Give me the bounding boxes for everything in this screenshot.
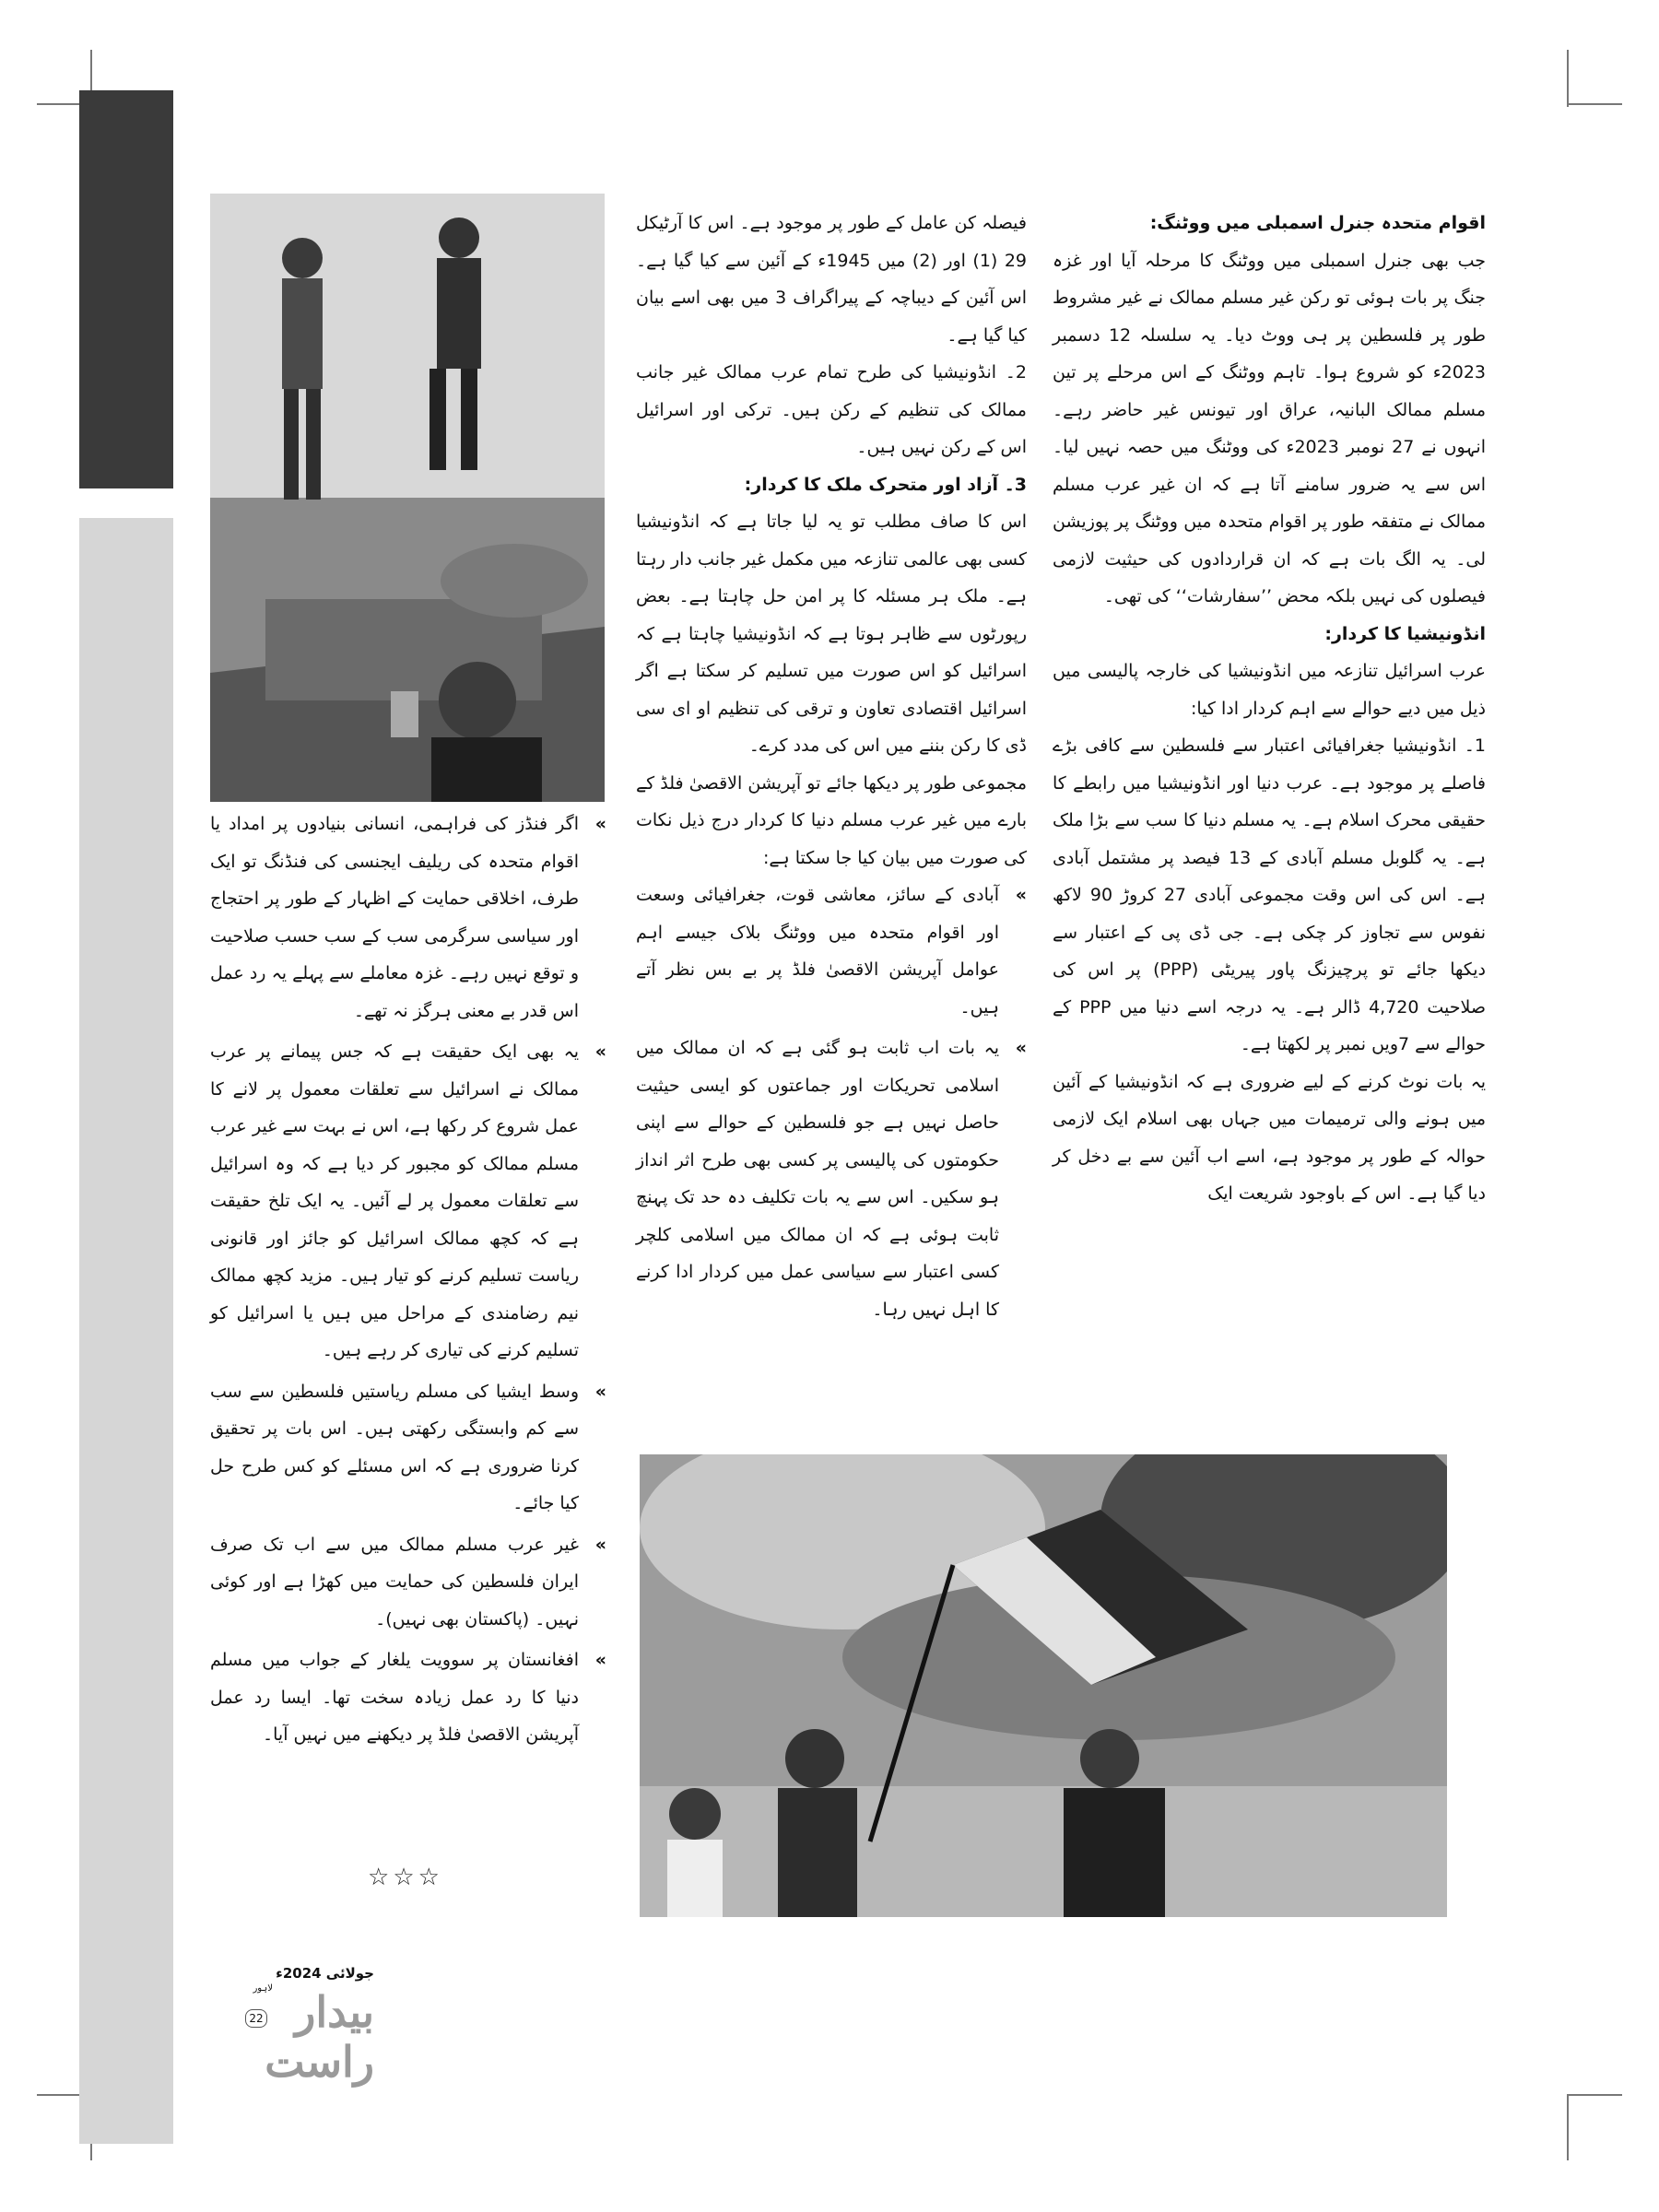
bullet-text: وسط ایشیا کی مسلم ریاستیں فلسطین سے سب سے کم وابستگی رکھتی ہیں۔ اس بات پر تحقیق کرنا ضروری ہے کہ اس مسئلے کو کس طرح حل کیا جائے۔ <box>210 1381 579 1513</box>
paragraph: یہ بات نوٹ کرنے کے لیے ضروری ہے کہ انڈونیشیا کے آئین میں ہونے والی ترمیمات میں جہاں بھی اسلام ایک لازمی حوالہ کے طور پر موجود ہے، اسے اب آئین سے بے دخل کر دیا گیا ہے۔ اس کے باوجود شریعت ایک <box>1053 1071 1486 1204</box>
bullet-item <box>210 806 606 1030</box>
paragraph: جب بھی جنرل اسمبلی میں ووٹنگ کا مرحلہ آیا اور غزہ جنگ پر بات ہوئی تو رکن غیر مسلم ممالک نے غیر مشروط طور پر فلسطین پر ہی ووٹ دیا۔ یہ سلسلہ 12 دسمبر 2023ء کو شروع ہوا۔ تاہم ووٹنگ کے اس مرحلے پر تین مسلم ممالک البانیہ، عراق اور تیونس غیر حاضر رہے۔ انہوں نے 27 نومبر 2023ء کی ووٹنگ میں حصہ نہیں لیا۔ اس سے یہ ضرور سامنے آتا ہے کہ ان غیر عرب مسلم ممالک نے متفقہ طور پر اقوام متحدہ میں ووٹنگ پر پوزیشن لی۔ یہ الگ بات ہے کہ ان قراردادوں کی حیثیت لازمی فیصلوں کی نہیں بلکہ محض ’’سفارشات‘‘ کی تھی۔ <box>1053 250 1487 606</box>
bullet-item <box>636 877 1027 1026</box>
section-heading-un-voting: اقوام متحدہ جنرل اسمبلی میں ووٹنگ: <box>1149 213 1486 233</box>
paragraph: عرب اسرائیل تنازعہ میں انڈونیشیا کی خارجہ پالیسی میں ذیل میں دیے حوالے سے اہم کردار ادا کیا: <box>1053 661 1486 719</box>
section-heading-indonesia: انڈونیشیا کا کردار: <box>1324 623 1486 644</box>
bullet-mark: » <box>1015 885 1027 905</box>
end-stars: ☆☆☆ <box>368 1864 443 1891</box>
bullet-text: یہ بات اب ثابت ہو گئی ہے کہ ان ممالک میں اسلامی تحریکات اور جماعتوں کو ایسی حیثیت حاصل نہیں ہے جو فلسطین کے حوالے سے اپنی حکومتوں کی پالیسی پر کسی بھی طرح اثر انداز ہو سکیں۔ اس سے یہ بات تکلیف دہ حد تک پہنچ ثابت ہوئی ہے کہ ان ممالک میں اسلامی کلچر کسی اعتبار سے سیاسی عمل میں کردار ادا کرنے کا اہل نہیں رہا۔ <box>636 1038 999 1320</box>
bullet-item <box>210 1526 606 1639</box>
bullet-item <box>210 1373 606 1523</box>
bullet-mark: » <box>594 1381 606 1402</box>
column-left <box>210 806 606 1856</box>
issue-place: لاہور <box>253 1983 273 1994</box>
page-number: 22 <box>245 2009 267 2028</box>
crop-mark <box>1567 50 1569 107</box>
magazine-logo: بیدار راست <box>265 1987 374 2087</box>
bullet-item <box>636 1030 1027 1328</box>
paragraph: 2۔ انڈونیشیا کی طرح تمام عرب ممالک غیر جانب ممالک کی تنظیم کے رکن ہیں۔ ترکی اور اسرائیل اس کے رکن نہیں ہیں۔ <box>636 362 1027 457</box>
flag-photo <box>640 1454 1447 1917</box>
paragraph: اس کا صاف مطلب تو یہ لیا جاتا ہے کہ انڈونیشیا کسی بھی عالمی تنازعہ میں مکمل غیر جانب دار رہتا ہے۔ ملک ہر مسئلہ کا پر امن حل چاہتا ہے۔ بعض رپورٹوں سے ظاہر ہوتا ہے کہ انڈونیشیا چاہتا ہے کہ اسرائیل کو اس صورت میں تسلیم کر سکتا ہے اگر اسرائیل اقتصادی تعاون و ترقی کی تنظیم او ای سی ڈی کا رکن بننے میں اس کی مدد کرے۔ <box>636 512 1027 756</box>
issue-date: جولائی 2024ء <box>276 1965 374 1982</box>
side-band-dark <box>79 90 173 488</box>
paragraph: 1۔ انڈونیشیا جغرافیائی اعتبار سے فلسطین سے کافی بڑے فاصلے پر موجود ہے۔ عرب دنیا اور انڈونیشیا میں رابطے کا حقیقی محرک اسلام ہے۔ یہ مسلم دنیا کا سب سے بڑا ملک ہے۔ یہ گلوبل مسلم آبادی کے 13 فیصد پر مشتمل آبادی ہے۔ اس کی اس وقت مجموعی آبادی 27 کروڑ 90 لاکھ نفوس سے تجاوز کر چکی ہے۔ جی ڈی پی کے اعتبار سے دیکھا جائے تو پرچیزنگ پاور پیریٹی (PPP) پر اس کی صلاحیت 4,720 ڈالر ہے۔ یہ درجہ اسے دنیا میں PPP کے حوالے سے 7ویں نمبر پر لکھتا ہے۔ <box>1053 735 1486 1054</box>
crop-mark <box>1567 103 1622 105</box>
paragraph: مجموعی طور پر دیکھا جائے تو آپریشن الاقصیٰ فلڈ کے بارے میں غیر عرب مسلم دنیا کا کردار درج ذیل نکات کی صورت میں بیان کیا جا سکتا ہے: <box>636 772 1027 868</box>
bullet-mark: » <box>594 1650 606 1670</box>
side-band-light <box>79 518 173 2144</box>
crop-mark <box>1567 2094 1622 2096</box>
crop-mark <box>1567 2094 1569 2160</box>
tank-photo <box>210 194 605 802</box>
bullet-mark: » <box>1015 1038 1027 1058</box>
bullet-item <box>210 1641 606 1754</box>
bullet-text: غیر عرب مسلم ممالک میں سے اب تک صرف ایران فلسطین کی حمایت میں کھڑا ہے اور کوئی نہیں۔ (پاکستان بھی نہیں)۔ <box>210 1534 579 1630</box>
bullet-text: یہ بھی ایک حقیقت ہے کہ جس پیمانے پر عرب ممالک نے اسرائیل سے تعلقات معمول پر لانے کا عمل شروع کر رکھا ہے، اس نے بہت سے غیر عرب مسلم ممالک کو مجبور کر دیا ہے کہ وہ اسرائیل سے تعلقات معمول پر لے آئیں۔ یہ ایک تلخ حقیقت ہے کہ کچھ ممالک اسرائیل کو جائز اور قانونی ریاست تسلیم کرنے کو تیار ہیں۔ مزید کچھ ممالک نیم رضامندی کے مراحل میں ہیں یا اسرائیل کو تسلیم کرنے کی تیاری کر رہے ہیں۔ <box>210 1041 579 1360</box>
section-heading-active-country: 3۔ آزاد اور متحرک ملک کا کردار: <box>744 474 1027 495</box>
bullet-mark: » <box>594 814 606 834</box>
bullet-text: افغانستان پر سوویت یلغار کے جواب میں مسلم دنیا کا رد عمل زیادہ سخت تھا۔ ایسا رد عمل آپریشن الاقصیٰ فلڈ پر دیکھنے میں نہیں آیا۔ <box>210 1650 579 1745</box>
masthead <box>190 1965 374 2087</box>
bullet-mark: » <box>594 1041 606 1062</box>
bullet-text: اگر فنڈز کی فراہمی، انسانی بنیادوں پر امداد یا اقوام متحدہ کی ریلیف ایجنسی کی فنڈنگ تو ایک طرف، اخلاقی حمایت کے اظہار کے طور پر احتجاج اور سیاسی سرگرمی سب کے سب حسب صلاحیت و توقع نہیں رہے۔ غزہ معاملے سے پہلے یہ رد عمل اس قدر بے معنی ہرگز نہ تھے۔ <box>210 814 579 1021</box>
column-middle <box>636 205 1027 1441</box>
column-right <box>1053 205 1486 1441</box>
bullet-mark: » <box>594 1534 606 1555</box>
bullet-text: آبادی کے سائز، معاشی قوت، جغرافیائی وسعت اور اقوام متحدہ میں ووٹنگ بلاک جیسے اہم عوامل آپریشن الاقصیٰ فلڈ پر بے بس نظر آتے ہیں۔ <box>636 885 999 1018</box>
paragraph: فیصلہ کن عامل کے طور پر موجود ہے۔ اس کا آرٹیکل 29 (1) اور (2) میں 1945ء کے آئین سے کیا گیا ہے۔ اس آئین کے دیباچہ کے پیراگراف 3 میں بھی اسے بیان کیا گیا ہے۔ <box>636 213 1027 346</box>
bullet-item <box>210 1033 606 1370</box>
